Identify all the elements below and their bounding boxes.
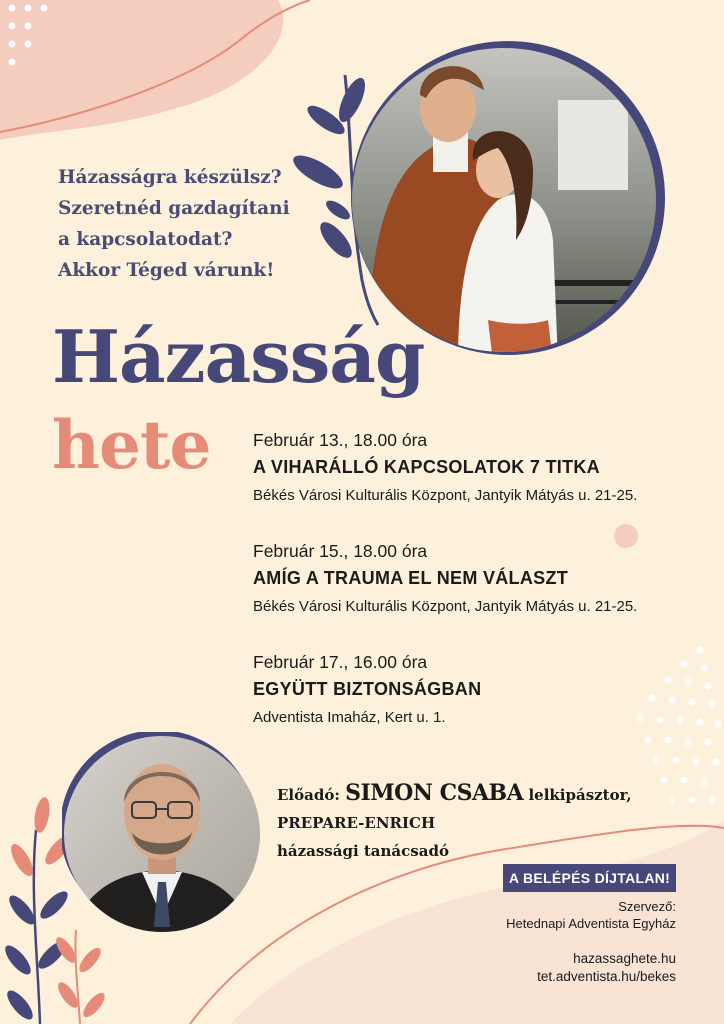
- event-place: Békés Városi Kulturális Központ, Jantyik Mátyás u. 21-25.: [253, 487, 638, 504]
- organizer-label: Szervező:: [618, 899, 676, 914]
- top-left-blob: [0, 0, 283, 140]
- speaker-name: SIMON CSABA: [345, 780, 524, 806]
- event-item: [253, 427, 693, 511]
- page-title: Házasság: [52, 314, 425, 399]
- organizer: [506, 898, 676, 932]
- event-date: Február 15., 18.00 óra: [253, 541, 428, 561]
- website-links: [537, 950, 676, 986]
- speaker-role: lelkipásztor,: [528, 786, 632, 804]
- event-item: [253, 649, 693, 733]
- event-item: [253, 538, 693, 622]
- speaker-photo: [62, 732, 262, 936]
- website-link[interactable]: tet.adventista.hu/bekes: [537, 969, 676, 984]
- speaker-label: Előadó:: [277, 786, 340, 804]
- speaker-credential: PREPARE-ENRICH: [277, 814, 436, 832]
- event-title: A VIHARÁLLÓ KAPCSOLATOK 7 TITKA: [253, 457, 600, 477]
- event-date: Február 13., 18.00 óra: [253, 430, 428, 450]
- intro-line: Szeretnéd gazdagítani: [58, 198, 290, 219]
- event-title: EGYÜTT BIZTONSÁGBAN: [253, 679, 482, 699]
- free-entry-badge: A BELÉPÉS DÍJTALAN!: [503, 864, 676, 892]
- intro-line: a kapcsolatodat?: [58, 229, 233, 250]
- intro-text: [58, 162, 358, 286]
- website-link[interactable]: hazassaghete.hu: [573, 951, 676, 966]
- event-title: AMÍG A TRAUMA EL NEM VÁLASZT: [253, 568, 569, 588]
- organizer-name: Hetednapi Adventista Egyház: [506, 916, 676, 931]
- intro-line: Házasságra készülsz?: [58, 167, 282, 188]
- page-subtitle: hete: [52, 406, 211, 484]
- event-place: Adventista Imaház, Kert u. 1.: [253, 709, 446, 726]
- speaker-info: [277, 779, 697, 865]
- event-date: Február 17., 16.00 óra: [253, 652, 428, 672]
- intro-line: Akkor Téged várunk!: [58, 260, 275, 281]
- speaker-title: házassági tanácsadó: [277, 842, 449, 860]
- event-place: Békés Városi Kulturális Központ, Jantyik Mátyás u. 21-25.: [253, 598, 638, 615]
